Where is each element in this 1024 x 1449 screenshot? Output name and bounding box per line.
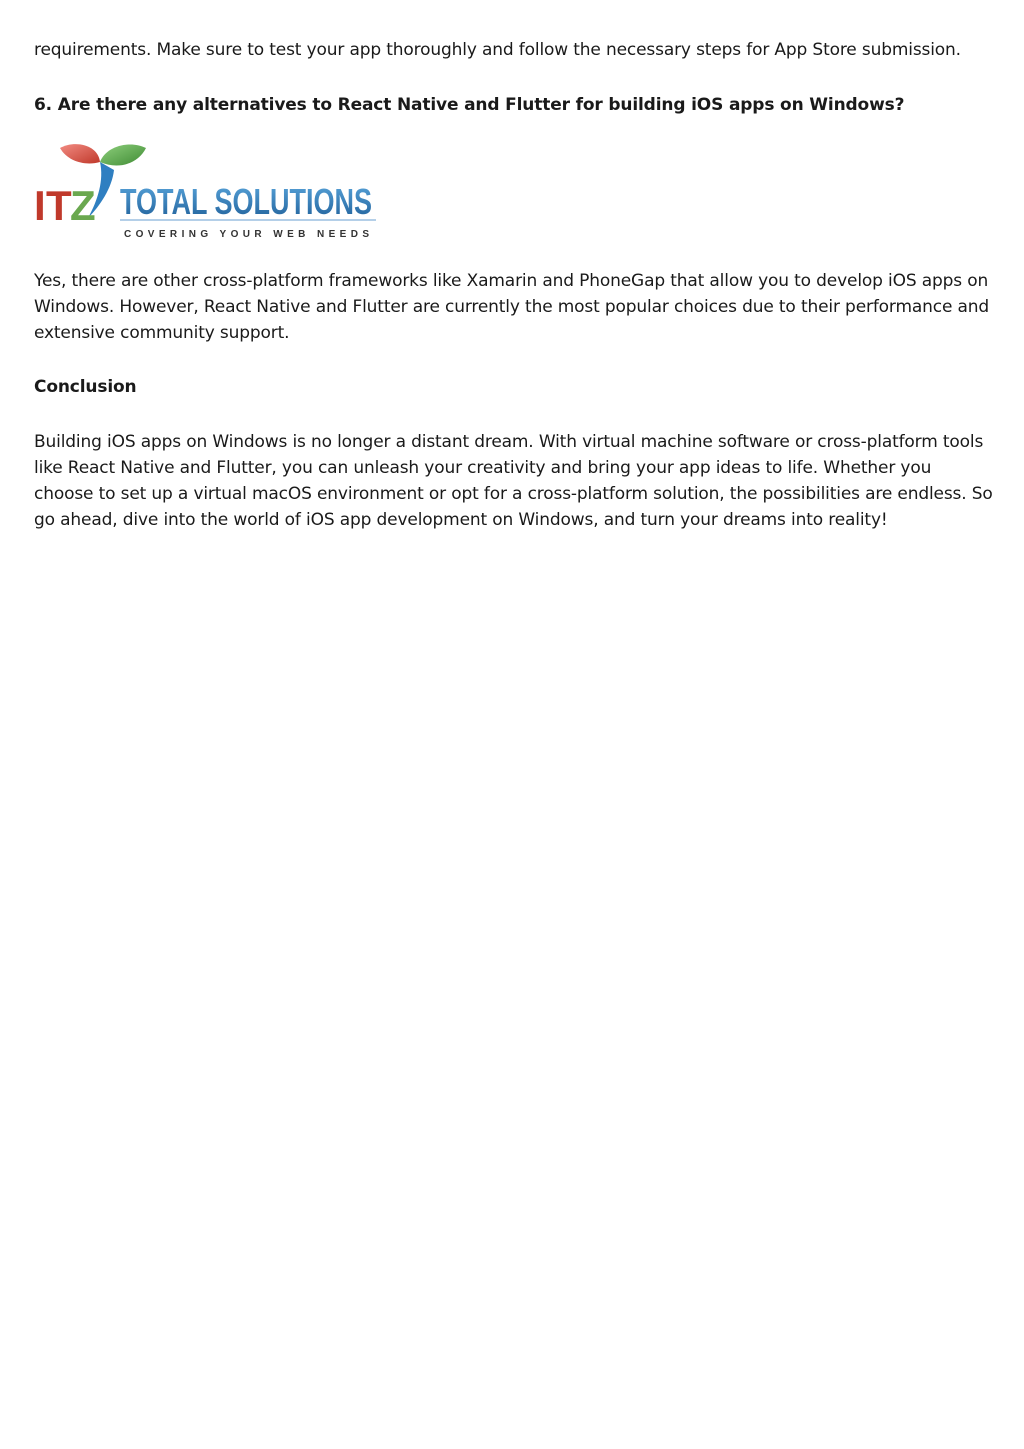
logo-graphic bbox=[34, 140, 384, 244]
red-leaf-icon bbox=[60, 144, 100, 163]
itz-text-i: I bbox=[34, 182, 46, 229]
brand-name-text: TOTAL SOLUTIONS bbox=[120, 181, 372, 222]
question-heading: 6. Are there any alternatives to React Native and Flutter for building iOS apps on Windows? bbox=[34, 95, 905, 115]
tagline-text: COVERING YOUR WEB NEEDS bbox=[124, 229, 372, 240]
conclusion-heading: Conclusion bbox=[34, 377, 137, 397]
green-leaf-icon bbox=[100, 144, 146, 165]
answer-paragraph: Yes, there are other cross-platform frameworks like Xamarin and PhoneGap that allow you to develop iOS apps on Windows. However, React Native and Flutter are currently the most popular choices due to their performance and extensive community support. bbox=[34, 271, 990, 343]
intro-paragraph: requirements. Make sure to test your app thoroughly and follow the necessary steps for App Store submission. bbox=[34, 40, 961, 60]
conclusion-paragraph: Building iOS apps on Windows is no longer a distant dream. With virtual machine software or cross-platform tools like React Native and Flutter, you can unleash your creativity and bring your app ideas to life. Whether you choose to set up a virtual macOS environment or opt for a cross-platform solution, the possibilities are endless. So go ahead, dive into the world of iOS app development on Windows, and turn your dreams into reality! bbox=[34, 432, 993, 530]
itz-text-z: Z bbox=[70, 182, 96, 229]
itz-total-solutions-logo bbox=[34, 140, 384, 244]
itz-text-t: T bbox=[46, 182, 72, 229]
